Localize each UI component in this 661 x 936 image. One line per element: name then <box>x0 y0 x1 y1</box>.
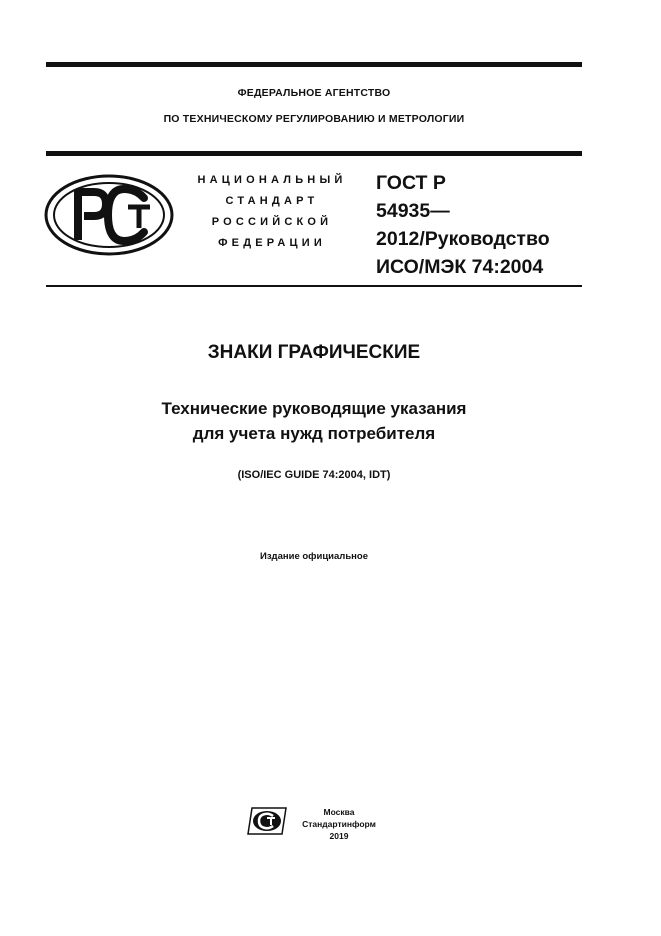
rule-top <box>46 62 582 67</box>
standartinform-logo-icon <box>246 806 288 836</box>
national-standard-line-3: РОССИЙСКОЙ <box>211 216 333 228</box>
designation-line-4: ИСО/МЭК 74:2004 <box>376 256 544 278</box>
designation-line-2: 54935— <box>376 200 450 222</box>
subtitle-line-2: для учета нужд потребителя <box>192 424 436 443</box>
agency-line-2: ПО ТЕХНИЧЕСКОМУ РЕГУЛИРОВАНИЮ И МЕТРОЛОГИИ <box>163 113 465 125</box>
edition-note: Издание официальное <box>260 551 368 562</box>
publication-year: 2019 <box>329 831 349 841</box>
rule-middle <box>46 151 582 156</box>
rule-lower <box>46 285 582 287</box>
designation-line-1: ГОСТ Р <box>376 172 446 194</box>
national-standard-line-1: НАЦИОНАЛЬНЫЙ <box>197 174 347 186</box>
rst-certification-mark-icon <box>44 174 174 256</box>
national-standard-line-2: СТАНДАРТ <box>225 195 319 207</box>
agency-line-1: ФЕДЕРАЛЬНОЕ АГЕНТСТВО <box>237 87 391 99</box>
idt-reference: (ISO/IEC GUIDE 74:2004, IDT) <box>237 469 391 481</box>
document-title: ЗНАКИ ГРАФИЧЕСКИЕ <box>207 342 421 363</box>
national-standard-line-4: ФЕДЕРАЦИИ <box>218 237 326 249</box>
subtitle-line-1: Технические руководящие указания <box>161 399 467 418</box>
publisher-city: Москва <box>323 807 355 817</box>
publisher-name: Стандартинформ <box>302 819 376 829</box>
designation-line-3: 2012/Руководство <box>376 228 550 250</box>
